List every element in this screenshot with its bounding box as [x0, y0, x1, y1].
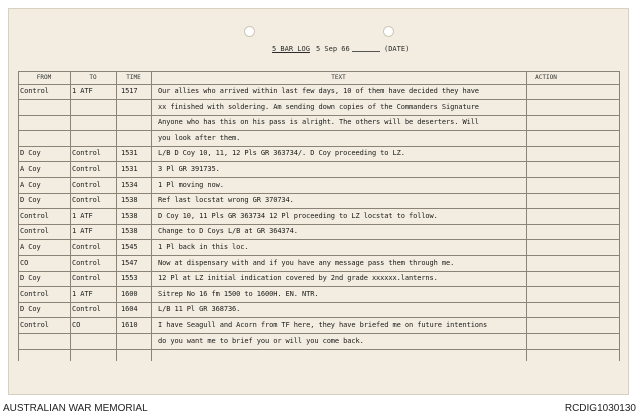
row-time: 1547 [121, 258, 138, 267]
row-text-line: 1 Pl moving now. [158, 180, 224, 189]
row-to: CO [72, 321, 81, 329]
row-text-line: L/B D Coy 10, 11, 12 Pls GR 363734/. D Coy proceeding to LZ. [158, 149, 405, 158]
row-from: Control [20, 321, 49, 329]
row-time: 1538 [121, 227, 138, 236]
row-from: Control [20, 289, 49, 298]
row-text-line: 3 Pl GR 391735. [158, 165, 220, 173]
row-rule [18, 286, 620, 287]
table-top-rule [18, 71, 620, 72]
row-to: Control [72, 274, 101, 283]
row-to: Control [72, 305, 101, 314]
row-time: 1545 [121, 243, 138, 251]
row-rule [18, 224, 620, 225]
row-time: 1534 [121, 180, 138, 189]
row-from: Control [20, 211, 49, 220]
row-from: D Coy [20, 305, 41, 314]
log-table [18, 71, 620, 361]
row-text-line: Sitrep No 16 fm 1500 to 1600H. EN. NTR. [158, 289, 319, 298]
row-from: A Coy [20, 243, 41, 251]
row-time: 1538 [121, 196, 138, 205]
row-rule [18, 239, 620, 240]
row-text-line: Anyone who has this on his pass is alright. The others will be deserters. Will [158, 118, 479, 127]
row-time: 1600 [121, 289, 138, 298]
row-text-line: you look after them. [158, 133, 241, 142]
row-time: 1553 [121, 274, 138, 283]
row-rule [18, 99, 620, 100]
footer-id: RCDIG1030130 [564, 403, 636, 414]
row-from: D Coy [20, 274, 41, 283]
row-to: Control [72, 149, 101, 158]
col-to-header: TO [89, 74, 97, 81]
log-title: 5 BAR LOG [272, 45, 310, 53]
header-rule [18, 84, 620, 85]
date-underline [352, 51, 380, 52]
row-to: Control [72, 258, 101, 267]
row-from: CO [20, 258, 29, 267]
row-text-line: Now at dispensary with and if you have any message pass them through me. [158, 258, 455, 267]
row-time: 1610 [121, 321, 138, 329]
row-rule [18, 161, 620, 162]
row-rule [18, 177, 620, 178]
row-text-line: Our allies who arrived within last few days, 10 of them have decided they have [158, 87, 479, 95]
col-action-header: ACTION [535, 74, 557, 81]
row-to: 1 ATF [72, 227, 93, 236]
row-rule [18, 271, 620, 272]
row-rule [18, 333, 620, 334]
row-text-line: 12 Pl at LZ initial indication covered by 2nd grade xxxxxx.lanterns. [158, 274, 438, 283]
row-text-line: Ref last locstat wrong GR 370734. [158, 196, 294, 205]
row-rule [18, 130, 620, 131]
col-text-header: TEXT [331, 74, 346, 81]
row-rule [18, 255, 620, 256]
row-from: Control [20, 87, 49, 95]
row-time: 1517 [121, 87, 138, 95]
row-from: A Coy [20, 165, 41, 173]
row-rule [18, 317, 620, 318]
row-to: 1 ATF [72, 87, 93, 95]
row-rule [18, 208, 620, 209]
row-to: Control [72, 180, 101, 189]
row-text-line: I have Seagull and Acorn from TF here, they have briefed me on future intentions [158, 321, 488, 329]
col-time-header: TIME [126, 74, 141, 81]
date-label: (DATE) [384, 45, 410, 53]
row-text-line: do you want me to brief you or will you come back. [158, 336, 364, 345]
row-to: 1 ATF [72, 289, 93, 298]
row-time: 1538 [121, 211, 138, 220]
row-rule [18, 349, 620, 350]
row-time: 1531 [121, 165, 138, 173]
row-rule [18, 193, 620, 194]
row-to: Control [72, 196, 101, 205]
row-from: D Coy [20, 196, 41, 205]
row-from: Control [20, 227, 49, 236]
row-from: D Coy [20, 149, 41, 158]
row-text-line: L/B 11 Pl GR 368736. [158, 305, 241, 314]
row-to: 1 ATF [72, 211, 93, 220]
footer-source: AUSTRALIAN WAR MEMORIAL [3, 403, 148, 414]
row-to: Control [72, 165, 101, 173]
row-text-line: 1 Pl back in this loc. [158, 243, 249, 251]
row-time: 1604 [121, 305, 138, 314]
row-to: Control [72, 243, 101, 251]
row-text-line: Change to D Coys L/B at GR 364374. [158, 227, 298, 236]
row-rule [18, 146, 620, 147]
row-text-line: D Coy 10, 11 Pls GR 363734 12 Pl proceeding to LZ locstat to follow. [158, 211, 438, 220]
punch-hole-right [383, 26, 394, 37]
punch-hole-left [244, 26, 255, 37]
row-from: A Coy [20, 180, 41, 189]
row-rule [18, 302, 620, 303]
log-date: 5 Sep 66 [316, 45, 350, 53]
row-rule [18, 115, 620, 116]
col-from-header: FROM [36, 74, 52, 81]
row-text-line: xx finished with soldering. Am sending down copies of the Commanders Signature [158, 102, 479, 111]
row-time: 1531 [121, 149, 138, 158]
